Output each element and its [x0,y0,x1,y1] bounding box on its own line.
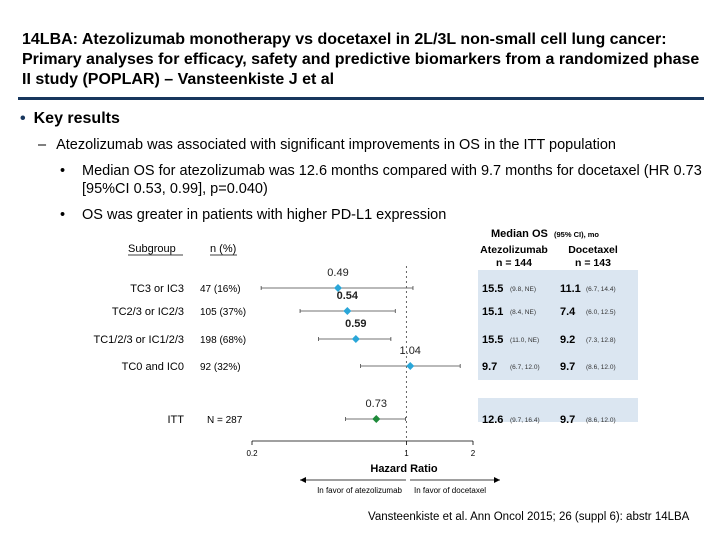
hr-diamond-marker [343,307,351,315]
atezo-median-os: 12.6 [482,414,504,426]
x-tick-label: 1 [404,449,409,458]
atezo-median-os: 9.7 [482,361,498,373]
row-subgroup-label: TC1/2/3 or IC1/2/3 [93,334,184,346]
bullet-dot-icon: • [20,110,26,127]
hr-value-label: 0.59 [345,318,367,330]
atezo-median-os: 15.5 [482,334,504,346]
favor-left-arrowhead-icon [300,477,306,483]
hr-value-label: 0.73 [365,398,387,410]
favor-left-label: In favor of atezolizumab [317,486,402,495]
x-tick-label: 2 [470,449,476,458]
atezo-median-os-ci: (9.7, 16.4) [510,417,540,424]
doce-median-os: 11.1 [560,283,581,295]
doce-median-os-ci: (7.3, 12.8) [586,337,616,344]
favor-right-label: In favor of docetaxel [414,486,487,495]
hr-diamond-marker [406,362,414,370]
doce-n-header: n = 143 [575,257,611,269]
atezo-n-header: n = 144 [496,257,532,269]
atezo-median-os: 15.5 [482,283,504,295]
hr-value-label: 0.49 [327,267,349,279]
hr-diamond-marker [372,415,380,423]
atezo-header: Atezolizumab [480,244,548,256]
atezo-median-os-ci: (11.0, NE) [510,337,540,344]
doce-median-os-ci: (6.0, 12.5) [586,309,616,316]
doce-median-os-ci: (6.7, 14.4) [586,286,616,293]
atezo-median-os-ci: (9.8, NE) [510,286,537,293]
row-n-label: 198 (68%) [200,335,247,346]
sub1-text: Atezolizumab was associated with significant improvements in OS in the ITT population [56,137,616,153]
key-results-label: Key results [33,110,120,127]
row-subgroup-label: TC3 or IC3 [130,283,184,295]
doce-header: Docetaxel [568,244,618,256]
median-os-header: Median OS [491,228,548,240]
slide-title: 14LBA: Atezolizumab monotherapy vs docetaxel in 2L/3L non-small cell lung cancer: Primary analyses for efficacy, safety and predictive biomarkers from a randomized phase II study (POPLAR) – Vansteenkiste J et al [22,31,700,88]
bullet-dot-icon: • [60,163,66,179]
atezo-median-os: 15.1 [482,306,504,318]
median-os-ci-header: (95% CI), mo [554,230,600,239]
dash-icon: – [38,137,47,153]
doce-median-os: 9.2 [560,334,576,346]
x-tick-label: 0.2 [246,449,258,458]
hr-diamond-marker [352,335,360,343]
atezo-median-os-ci: (6.7, 12.0) [510,364,540,371]
doce-median-os: 7.4 [560,306,576,318]
doce-median-os: 9.7 [560,361,576,373]
row-subgroup-label: TC2/3 or IC2/3 [111,306,184,318]
row-n-label: 92 (32%) [200,362,241,373]
atezo-median-os-ci: (8.4, NE) [510,309,537,316]
hr-value-label: 1.04 [399,345,421,357]
favor-right-arrowhead-icon [494,477,500,483]
doce-median-os-ci: (8.6, 12.0) [586,364,616,371]
hr-value-label: 0.54 [336,290,359,302]
x-axis-title: Hazard Ratio [370,463,438,475]
row-n-label: 105 (37%) [200,307,247,318]
bullet-dot-icon: • [60,207,66,223]
citation: Vansteenkiste et al. Ann Oncol 2015; 26 (suppl 6): abstr 14LBA [368,511,690,523]
row-subgroup-label: TC0 and IC0 [121,361,184,373]
doce-median-os: 9.7 [560,414,576,426]
row-n-label: N = 287 [207,415,243,426]
n-header: n (%) [210,243,237,255]
subgroup-header: Subgroup [128,243,176,255]
sub1a-text: Median OS for atezolizumab was 12.6 months compared with 9.7 months for docetaxel (HR 0.73 [95%CI 0.53, 0.99], p=0.040) [82,163,702,197]
row-subgroup-label: ITT [167,414,184,426]
row-n-label: 47 (16%) [200,284,241,295]
doce-median-os-ci: (8.6, 12.0) [586,417,616,424]
sub1b-text: OS was greater in patients with higher PD-L1 expression [82,207,447,223]
